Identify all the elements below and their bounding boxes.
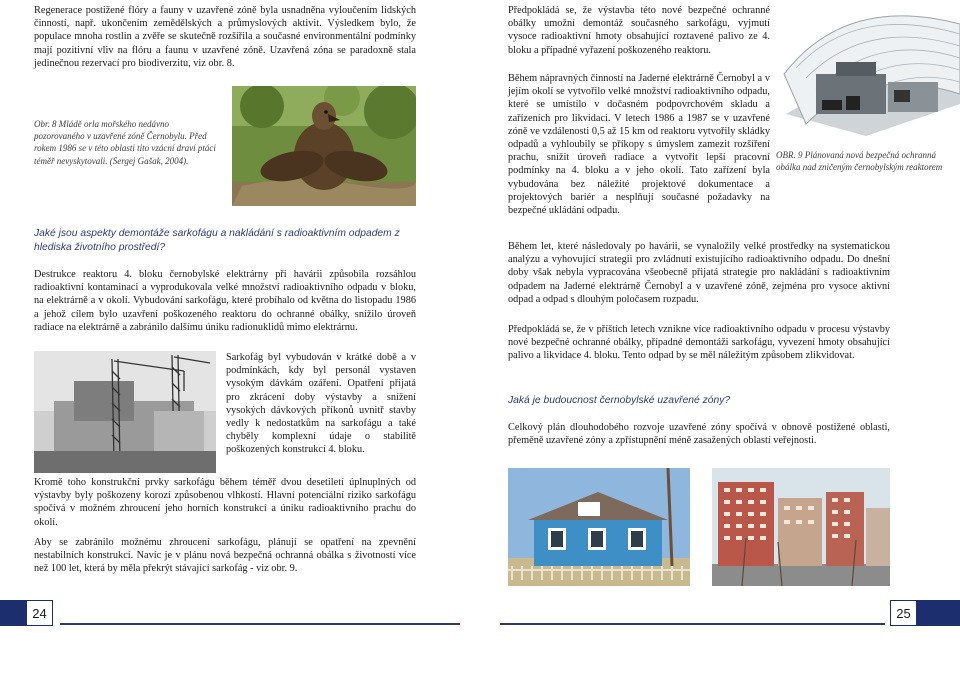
right-paragraph-3: Během let, které následovaly po havárii, se vynaložily velké prostředky na systematickou analýzu a vyhovující strategii pro zvládnutí existujícího radioaktivního odpadu. Do dnešní doby však nebyla vypracována všeobecně přijatá strategie pro nakládání s radioaktivním odpadem na Jaderné elektrárně Černobyl a v uzavřené zóně, zejména pro vysoce aktivní odpad a odpad s dlouhým poločasem rozpadu. — [508, 241, 890, 305]
left-paragraph-4: Aby se zabránilo možnému zhroucení sarkofágu, plánují se opatření na zpevnění nestabilních konstrukcí. Navíc je v plánu nová bezpečná ochranná obálka s životností více než 100 let, která by měla překrýt stávající sarkofág - viz obr. 9. — [34, 537, 416, 575]
sarcophagus-construction-photo — [34, 351, 216, 473]
right-paragraph-4: Předpokládá se, že v příštích letech vznikne více radioaktivního odpadu v procesu výstavby nové bezpečné ochranné obálky, případné demontáži sarkofágu, vyvezení hmoty obsahující palivo a likvidace 4. bloku. Tento odpad by se měl náležitým způsobem zlikvidovat. — [508, 324, 890, 362]
eagle-photo — [232, 86, 416, 206]
left-paragraph-3b: Kromě toho konstrukční prvky sarkofágu během téměř dvou desetiletí úplnuplných od výstavby byly poškozeny korozí způsobenou vlhkostí. Hlavní potenciální riziko sarkofágu spočívá v možném zhroucení jeho horních konstrukcí a úniku radioaktivního prachu do okolí. — [34, 477, 416, 528]
left-page-number-frame — [26, 600, 53, 626]
right-page-number-frame — [890, 600, 917, 626]
right-paragraph-5: Celkový plán dlouhodobého rozvoje uzavřené zóny spočívá v obnově postižené oblasti, přeměně uzavřené zóny a zpřístupnění méně zasažených oblastí veřejnosti. — [508, 422, 890, 447]
wooden-house-photo — [508, 468, 690, 586]
figure-8-caption: Obr. 8 Mládě orla mořského nedávno pozorovaného v uzavřené zóně Černobylu. Před rokem 1986 se v této oblasti tito vzácní draví ptáci téměř nevyskytovali. (Sergej Gašak, 2004). — [34, 119, 216, 166]
left-page-number-box — [0, 600, 26, 626]
right-paragraph-1: Předpokládá se, že výstavba této nové bezpečné ochranné obálky umožní demontáž současného sarkofágu, vyjmutí vysoce radioaktivní hmoty obsahující roztavené palivo ze 4. bloku a případné vyřazení poškozeného reaktoru. — [508, 5, 770, 56]
right-paragraph-2: Během nápravných činností na Jaderné elektrárně Černobyl a v jejím okolí se vytvořilo velké množství radioaktivního odpadu, které se umístilo v dočasném podpovrchovém skladu a zařízeních pro likvidaci. V letech 1986 a 1987 se v uzavřené zóně ve vzdálenosti 0,5 až 15 km od reaktoru vytvořily skládky odpadů a vyhloubily se příkopy s úmyslem zamezit rozšíření prachu, snížit úroveň radiace a vytvořit lepší pracovní podmínky na 4. bloku a v jeho okolí. Tato zařízení byla vybudována bez náležité projektové dokumentace a projektových bariér a nesplňují současné požadavky na bezpečné ukládání odpadu. — [508, 73, 770, 217]
right-question-heading: Jaká je budoucnost černobylské uzavřené zóny? — [508, 395, 731, 406]
figure-9-caption: OBR. 9 Plánovaná nová bezpečná ochranná obálka nad zničeným černobylským reaktorem — [776, 150, 943, 173]
left-footer-line — [60, 623, 460, 625]
left-paragraph-2: Destrukce reaktoru 4. bloku černobylské elektrárny při havárii způsobila rozsáhlou radioaktivní kontaminaci a vyprodukovala velké množství radioaktivního odpadu v bloku, na elektrárně a v okolí. Vybudování sarkofágu, které probíhalo od května do listopadu 1986 a jehož cílem bylo uzavření poškozeného reaktoru do ochranné obálky, snížilo úroveň radiace na elektrárně a zabránilo dalšímu úniku radionuklidů mimo elektrárnu. — [34, 269, 416, 333]
right-footer-line — [500, 623, 885, 625]
left-question-heading: Jaké jsou aspekty demontáže sarkofágu a nakládání s radioaktivním odpadem z hlediska životního prostředí? — [34, 228, 400, 253]
right-page-number-box — [917, 600, 960, 626]
left-paragraph-3a: Sarkofág byl vybudován v krátké době a v podmínkách, kdy byl personál vystaven vysokým dávkám ozáření. Opatření přijatá pro zkrácení doby výstavby a snížení vysokých dávkových příkonů uvnitř stavby vedly k nedostatkům na sarkofágu a také chyběly komplexní údaje o stabilitě poškozených konstrukcí 4. bloku. — [226, 352, 416, 456]
left-paragraph-1: Regenerace postižené flóry a fauny v uzavřené zóně byla usnadněna vyloučením lidských činností, např. ukončením zemědělských a průmyslových aktivit. Výsledkem bylo, že populace mnoha rostlin a zvěře se skutečně rozšířila a současné environmentální podmínky mají pozitivní vliv na flóru a faunu v uzavřené zóně. Uzavřená zóna se paradoxně stala jedinečnou rezervací pro biodiverzitu, viz obr. 8. — [34, 5, 416, 69]
right-page-number: 25 — [896, 605, 911, 621]
apartment-blocks-photo — [712, 468, 890, 586]
new-safe-confinement-render — [776, 4, 960, 144]
left-page-number: 24 — [32, 605, 47, 621]
